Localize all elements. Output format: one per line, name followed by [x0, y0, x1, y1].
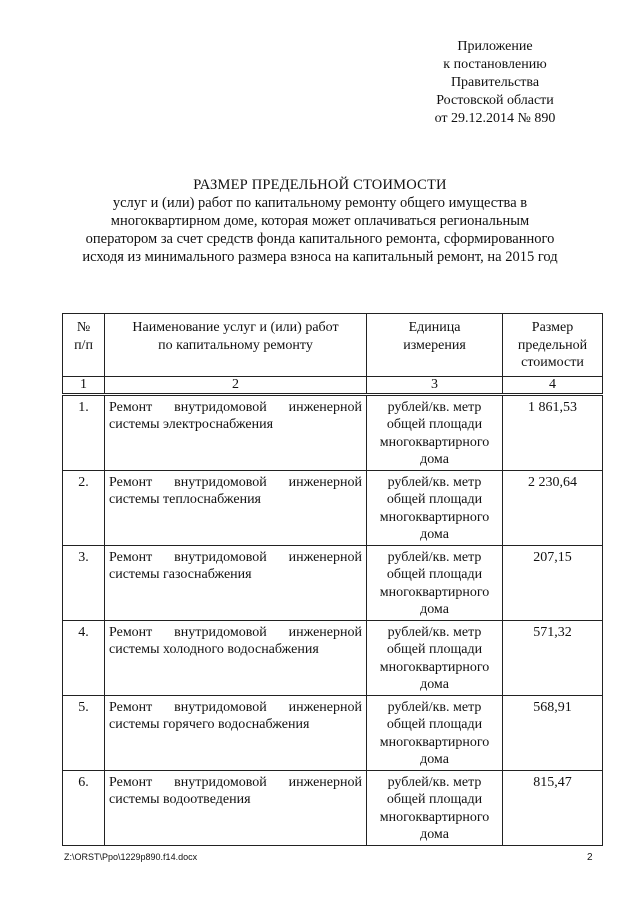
row-num: 1.	[63, 394, 105, 470]
title-line: исходя из минимального размера взноса на капитальный ремонт, на 2015 год	[82, 249, 558, 265]
header-name: Наименование услуг и (или) работ по капитальному ремонту	[105, 314, 367, 377]
row-cost: 571,32	[503, 620, 603, 695]
appendix-line: Правительства	[450, 75, 540, 90]
row-num: 4.	[63, 620, 105, 695]
header-num: № п/п	[63, 314, 105, 377]
row-cost: 568,91	[503, 695, 603, 770]
row-cost: 815,47	[503, 770, 603, 845]
appendix-date: от 29.12.2014 № 890	[434, 111, 556, 126]
row-unit: рублей/кв. метр общей площади многоквартирного дома	[367, 695, 503, 770]
row-name: Ремонт внутридомовой инженерной системы электроснабжения	[105, 394, 367, 470]
column-number: 4	[503, 376, 603, 394]
row-unit: рублей/кв. метр общей площади многоквартирного дома	[367, 620, 503, 695]
header-cost: Размер предельной стоимости	[503, 314, 603, 377]
row-cost: 2 230,64	[503, 470, 603, 545]
row-cost: 1 861,53	[503, 394, 603, 470]
column-number: 1	[63, 376, 105, 394]
row-num: 6.	[63, 770, 105, 845]
column-number: 3	[367, 376, 503, 394]
appendix-block	[410, 38, 580, 128]
table-row	[63, 695, 603, 770]
row-name: Ремонт внутридомовой инженерной системы водоотведения	[105, 770, 367, 845]
row-unit: рублей/кв. метр общей площади многоквартирного дома	[367, 770, 503, 845]
title-heading: РАЗМЕР ПРЕДЕЛЬНОЙ СТОИМОСТИ	[193, 177, 447, 193]
table-row	[63, 470, 603, 545]
row-name: Ремонт внутридомовой инженерной системы горячего водоснабжения	[105, 695, 367, 770]
row-num: 3.	[63, 545, 105, 620]
row-cost: 207,15	[503, 545, 603, 620]
cost-table	[62, 313, 603, 846]
column-number-row	[63, 376, 603, 394]
title-line: услуг и (или) работ по капитальному ремонту общего имущества в	[112, 195, 528, 211]
footer-page-number: 2	[587, 852, 593, 863]
table-row	[63, 545, 603, 620]
row-num: 2.	[63, 470, 105, 545]
footer-file-path: Z:\ORST\Ppo\1229p890.f14.docx	[64, 852, 198, 862]
title-line: оператором за счет средств фонда капитального ремонта, сформированного	[85, 231, 555, 247]
document-title	[0, 176, 640, 266]
row-unit: рублей/кв. метр общей площади многоквартирного дома	[367, 470, 503, 545]
table-row	[63, 620, 603, 695]
table-row	[63, 394, 603, 470]
appendix-line: Приложение	[457, 39, 533, 54]
row-name: Ремонт внутридомовой инженерной системы теплоснабжения	[105, 470, 367, 545]
table-row	[63, 770, 603, 845]
column-number: 2	[105, 376, 367, 394]
row-unit: рублей/кв. метр общей площади многоквартирного дома	[367, 545, 503, 620]
appendix-line: к постановлению	[443, 57, 547, 72]
row-num: 5.	[63, 695, 105, 770]
row-unit: рублей/кв. метр общей площади многоквартирного дома	[367, 394, 503, 470]
title-line: многоквартирном доме, которая может оплачиваться региональным	[110, 213, 530, 229]
row-name: Ремонт внутридомовой инженерной системы холодного водоснабжения	[105, 620, 367, 695]
row-name: Ремонт внутридомовой инженерной системы газоснабжения	[105, 545, 367, 620]
header-unit: Единица измерения	[367, 314, 503, 377]
table-header-row	[63, 314, 603, 377]
appendix-line: Ростовской области	[436, 93, 554, 108]
